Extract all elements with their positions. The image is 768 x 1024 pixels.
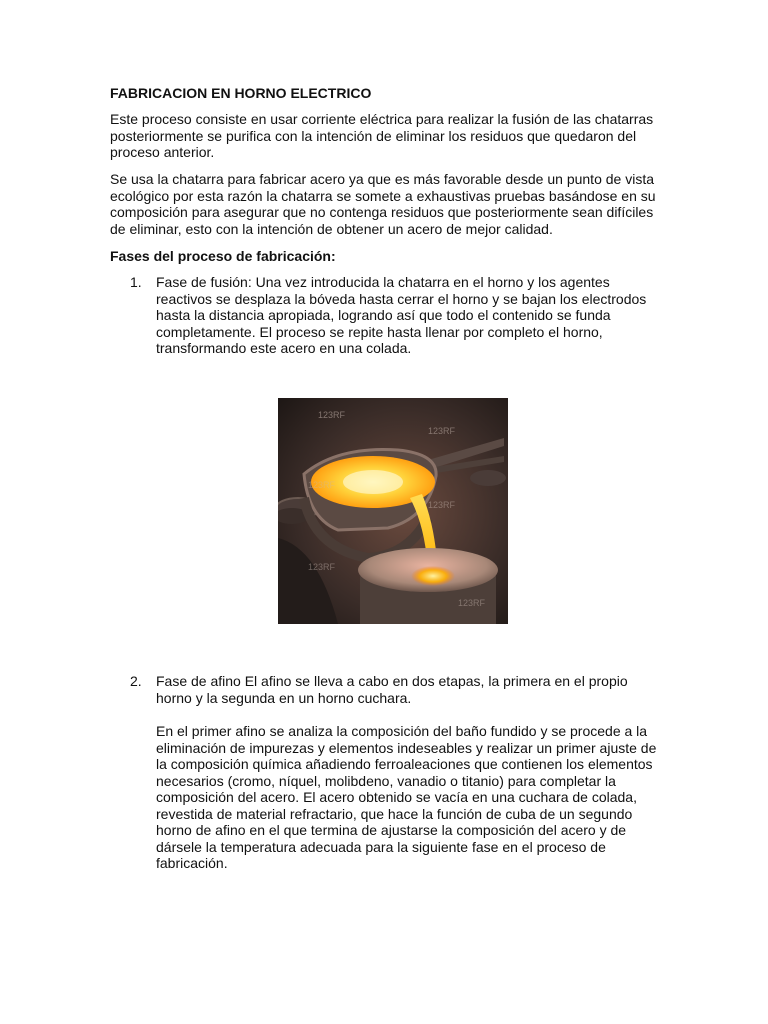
list-item-text: Fase de afino El afino se lleva a cabo en dos etapas, la primera en el propio horno y la segunda en un horno cuchara. [156,673,628,706]
list-item-number: 2. [130,673,142,689]
phases-subheading: Fases del proceso de fabricación: [110,248,336,264]
list-item-number: 1. [130,274,142,290]
watermark-text: 123RF [318,410,346,420]
intro-paragraph: Este proceso consiste en usar corriente eléctrica para realizar la fusión de las chatarras posteriormente se purifica con la intención de eliminar los residuos que quedaron del proceso anterior. [110,111,654,160]
list-item-text: Fase de fusión: Una vez introducida la chatarra en el horno y los agentes reactivos se desplaza la bóveda hasta cerrar el horno y se bajan los electrodos hasta la distancia apropiada, logrando así que todo el contenido se funda completamente. El proceso se repite hasta llenar por completo el horno, transformando este acero en una colada. [156,274,647,356]
watermark-text: 123RF [308,562,336,572]
watermark-text: 123RF [308,480,336,490]
watermark-text: 123RF [458,598,486,608]
watermark-text: 123RF [428,500,456,510]
document-title: FABRICACION EN HORNO ELECTRICO [110,85,372,101]
molten-steel-pouring-photo [278,398,508,624]
scrap-paragraph: Se usa la chatarra para fabricar acero ya que es más favorable desde un punto de vista ecológico por esta razón la chatarra se somete a exhaustivas pruebas basándose en su composición para asegurar que no contenga residuos que posteriormente sean difíciles de eliminar, esto con la intención de obtener un acero de mejor calidad. [110,171,656,237]
list-item-continuation-text: En el primer afino se analiza la composición del baño fundido y se procede a la eliminación de impurezas y elementos indeseables y realizar un primer ajuste de la composición química añadiendo ferroaleaciones que contienen los elementos necesarios (cromo, níquel, molibdeno, vanadio o titanio) para completar la composición del acero. El acero obtenido se vacía en una cuchara de colada, revestida de material refractario, que hace la función de cuba de un segundo horno de afino en el que termina de ajustarse la composición del acero y de dársele la temperatura adecuada para la siguiente fase en el proceso de fabricación. [156,723,657,871]
watermark-text: 123RF [428,426,456,436]
